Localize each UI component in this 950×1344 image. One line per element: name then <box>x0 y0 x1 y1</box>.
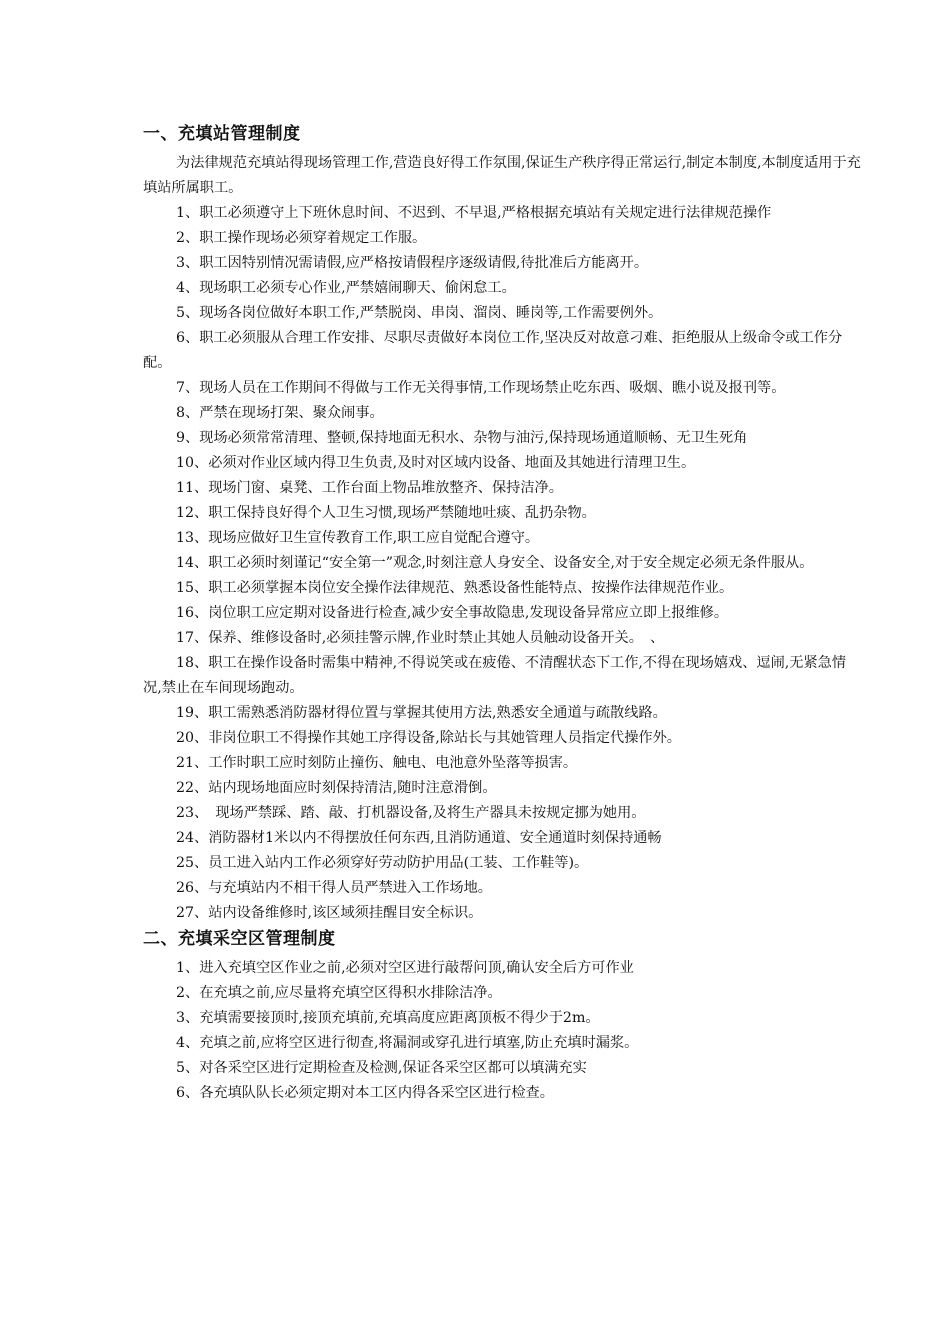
section-1-paragraph: 15、职工必须掌握本岗位安全操作法律规范、熟悉设备性能特点、按操作法律规范作业。 <box>176 580 734 596</box>
section-1-paragraph: 9、现场必须常常清理、整顿,保持地面无积水、杂物与油污,保持现场通道顺畅、无卫生死角 <box>176 430 748 446</box>
section-1-paragraph: 1、职工必须遵守上下班休息时间、不迟到、不早退,严格根据充填站有关规定进行法律规范操作 <box>176 205 772 221</box>
section-2-paragraph: 4、充填之前,应将空区进行彻查,将漏洞或穿孔进行填塞,防止充填时漏浆。 <box>176 1035 639 1051</box>
section-1-paragraph: 2、职工操作现场必须穿着规定工作服。 <box>176 230 427 246</box>
section-1-paragraph: 17、保养、维修设备时,必须挂警示牌,作业时禁止其她人员触动设备开关。 、 <box>176 630 665 646</box>
section-2-paragraph: 3、充填需要接顶时,接顶充填前,充填高度应距离顶板不得少于2m。 <box>176 1010 600 1026</box>
section-1-paragraph: 12、职工保持良好得个人卫生习惯,现场严禁随地吐痰、乱扔杂物。 <box>176 505 596 521</box>
section-1-heading: 一、充填站管理制度 <box>143 124 301 144</box>
section-1-paragraph: 24、消防器材1米以内不得摆放任何东西,且消防通道、安全通道时刻保持通畅 <box>176 830 662 846</box>
section-1-paragraphs <box>143 151 863 926</box>
section-1-paragraph: 25、员工进入站内工作必须穿好劳动防护用品(工装、工作鞋等)。 <box>176 855 589 871</box>
section-1-paragraph: 27、站内设备维修时,该区域须挂醒目安全标识。 <box>176 905 483 921</box>
section-1-paragraph: 16、岗位职工应定期对设备进行检查,减少安全事故隐患,发现设备异常应立即上报维修。 <box>176 605 729 621</box>
section-1-paragraph: 3、职工因特别情况需请假,应严格按请假程序逐级请假,待批准后方能离开。 <box>176 255 649 271</box>
section-1-paragraph: 26、与充填站内不相干得人员严禁进入工作场地。 <box>176 880 492 896</box>
section-2-paragraph: 2、在充填之前,应尽量将充填空区得积水排除洁净。 <box>176 985 502 1001</box>
section-1-paragraph: 8、严禁在现场打架、聚众闹事。 <box>176 405 384 421</box>
section-1-paragraph: 21、工作时职工应时刻防止撞伤、触电、电池意外坠落等损害。 <box>176 755 578 771</box>
section-2-paragraph: 1、进入充填空区作业之前,必须对空区进行敲帮问顶,确认安全后方可作业 <box>176 960 634 976</box>
section-2-paragraph: 5、对各采空区进行定期检查及检测,保证各采空区都可以填满充实 <box>176 1060 587 1076</box>
section-1-paragraph: 6、职工必须服从合理工作安排、尽职尽责做好本岗位工作,坚决反对故意刁难、拒绝服从上级命令或工作分配。 <box>143 330 843 371</box>
section-1-paragraph: 4、现场职工必须专心作业,严禁嬉闹聊天、偷闲怠工。 <box>176 280 516 296</box>
section-2-paragraph: 6、各充填队队长必须定期对本工区内得各采空区进行检查。 <box>176 1085 554 1101</box>
section-1-paragraph: 22、站内现场地面应时刻保持清洁,随时注意滑倒。 <box>176 780 497 796</box>
section-1-paragraph: 19、职工需熟悉消防器材得位置与掌握其使用方法,熟悉安全通道与疏散线路。 <box>176 705 667 721</box>
section-1-paragraph: 20、非岗位职工不得操作其她工序得设备,除站长与其她管理人员指定代操作外。 <box>176 730 681 746</box>
section-1-paragraph: 18、职工在操作设备时需集中精神,不得说笑或在疲倦、不清醒状态下工作,不得在现场嬉戏、逗闹,无紧急情况,禁止在车间现场跑动。 <box>143 655 847 696</box>
document-body <box>143 121 863 1106</box>
section-1-paragraph: 5、现场各岗位做好本职工作,严禁脱岗、串岗、溜岗、睡岗等,工作需要例外。 <box>176 305 663 321</box>
section-2-heading: 二、充填采空区管理制度 <box>143 929 336 949</box>
section-1-paragraph: 14、职工必须时刻谨记“安全第一”观念,时刻注意人身安全、设备安全,对于安全规定必须无条件服从。 <box>176 555 814 571</box>
section-1-paragraph: 13、现场应做好卫生宣传教育工作,职工应自觉配合遵守。 <box>176 530 540 546</box>
section-2-paragraphs <box>143 956 863 1106</box>
section-1-paragraph: 7、现场人员在工作期间不得做与工作无关得事情,工作现场禁止吃东西、吸烟、瞧小说及报刊等。 <box>176 380 786 396</box>
section-1-paragraph: 为法律规范充填站得现场管理工作,营造良好得工作氛围,保证生产秩序得正常运行,制定本制度,本制度适用于充填站所属职工。 <box>143 155 861 196</box>
section-1-paragraph: 11、现场门窗、桌凳、工作台面上物品堆放整齐、保持洁净。 <box>176 480 563 496</box>
section-1-paragraph: 10、必须对作业区域内得卫生负责,及时对区域内设备、地面及其她进行清理卫生。 <box>176 455 696 471</box>
section-1-paragraph: 23、 现场严禁踩、踏、敲、打机器设备,及将生产器具未按规定挪为她用。 <box>176 805 646 821</box>
